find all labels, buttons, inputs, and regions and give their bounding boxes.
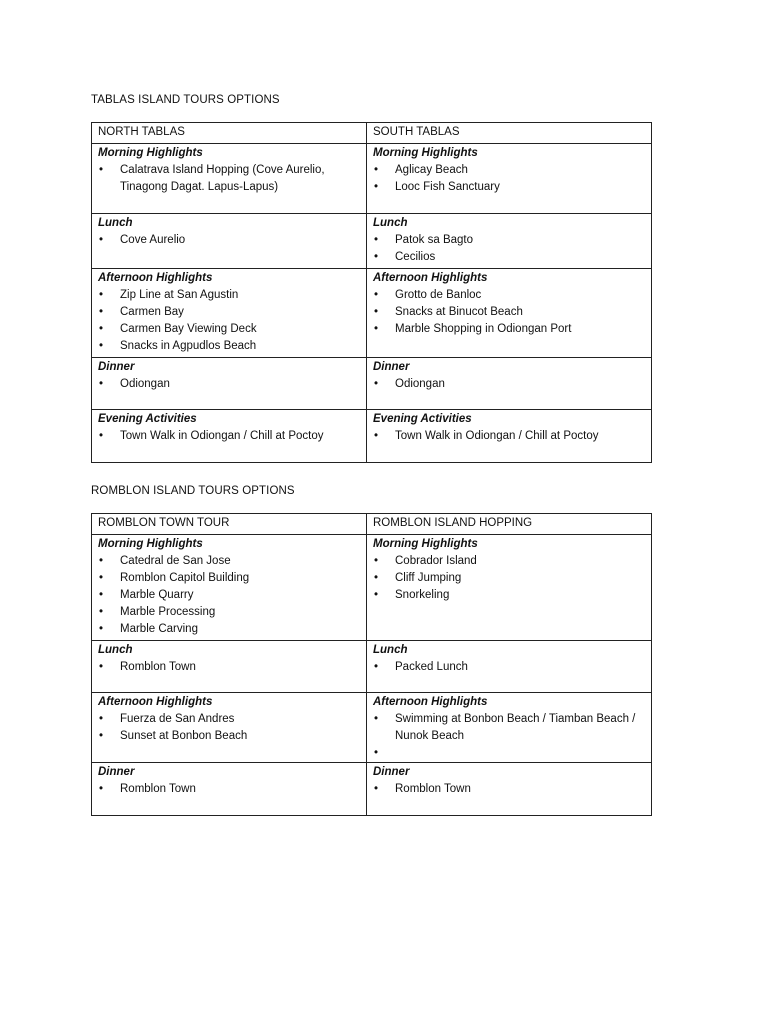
list-item [373,659,645,676]
bullet-icon: • [374,234,379,246]
bullet-icon: • [374,378,379,390]
list-item [98,659,360,676]
bullet-icon: • [99,713,104,725]
table-cell [92,214,367,269]
bullet-icon: • [99,555,104,567]
cell-label: Lunch [373,217,408,229]
list-item-text: Patok sa Bagto [395,234,473,246]
list-item [98,728,360,745]
list-item [98,162,360,196]
bullet-icon: • [99,572,104,584]
bullet-icon: • [374,747,379,759]
list-item-text: Packed Lunch [395,661,468,673]
bullet-list [98,659,360,676]
list-item-text: Catedral de San Jose [120,555,231,567]
list-item [373,179,645,196]
bullet-list [373,232,645,266]
table-cell [367,410,652,463]
bullet-icon: • [99,340,104,352]
list-item [373,781,645,798]
bullet-list [373,711,645,759]
bullet-icon: • [99,430,104,442]
list-item [373,304,645,321]
bullet-list [373,287,645,338]
cell-label: Morning Highlights [373,147,478,159]
bullet-icon: • [99,730,104,742]
table-row [92,214,652,269]
table-row [92,358,652,410]
cell-label: Dinner [98,766,135,778]
bullet-icon: • [374,589,379,601]
list-item-text: Romblon Town [120,783,196,795]
list-item [373,570,645,587]
list-item [373,587,645,604]
table-cell [92,641,367,693]
table-cell [367,358,652,410]
table-cell [92,535,367,641]
romblon-island-hopping-header: ROMBLON ISLAND HOPPING [367,514,652,535]
bullet-list [98,553,360,638]
list-item-text: Calatrava Island Hopping (Cove Aurelio, Tinagong Dagat. Lapus-Lapus) [120,164,325,193]
list-item [373,376,645,393]
bullet-list [98,711,360,745]
table-row [92,410,652,463]
romblon-section-title: ROMBLON ISLAND TOURS OPTIONS [91,485,295,497]
cell-label: Dinner [98,361,135,373]
bullet-icon: • [99,306,104,318]
bullet-icon: • [99,661,104,673]
romblon-town-tour-header: ROMBLON TOWN TOUR [92,514,367,535]
list-item-text: Grotto de Banloc [395,289,482,301]
list-item [98,781,360,798]
list-item [98,428,360,445]
list-item-text: Odiongan [395,378,445,390]
cell-label: Afternoon Highlights [98,696,213,708]
cell-label: Dinner [373,766,410,778]
table-cell [92,358,367,410]
list-item-text: Carmen Bay [120,306,184,318]
bullet-icon: • [374,289,379,301]
list-item [98,553,360,570]
bullet-list [373,659,645,676]
romblon-tours-table [91,513,652,816]
list-item [98,570,360,587]
bullet-icon: • [374,783,379,795]
list-item-text: Aglicay Beach [395,164,468,176]
bullet-icon: • [99,234,104,246]
bullet-icon: • [374,661,379,673]
list-item-text: Marble Processing [120,606,216,618]
cell-label: Dinner [373,361,410,373]
table-header-row [92,514,652,535]
list-item-text: Cobrador Island [395,555,477,567]
cell-label: Morning Highlights [98,538,203,550]
north-tablas-header: NORTH TABLAS [92,123,367,144]
list-item-text: Cove Aurelio [120,234,186,246]
list-item [373,287,645,304]
bullet-icon: • [99,606,104,618]
bullet-icon: • [374,164,379,176]
south-tablas-header: SOUTH TABLAS [367,123,652,144]
list-item [98,232,360,249]
table-row [92,641,652,693]
table-cell [367,214,652,269]
list-item-text: Snacks at Binucot Beach [395,306,523,318]
bullet-list [98,162,360,196]
list-item-text: Snacks in Agpudlos Beach [120,340,257,352]
table-cell [92,144,367,214]
tablas-section-title: TABLAS ISLAND TOURS OPTIONS [91,94,280,106]
bullet-list [373,376,645,393]
list-item [98,338,360,355]
list-item-text: Snorkeling [395,589,450,601]
list-item-text: Romblon Town [395,783,471,795]
table-cell [92,269,367,358]
bullet-icon: • [99,164,104,176]
table-cell [367,144,652,214]
cell-label: Afternoon Highlights [373,272,488,284]
bullet-icon: • [374,181,379,193]
cell-label: Afternoon Highlights [373,696,488,708]
bullet-icon: • [374,430,379,442]
list-item-text: Looc Fish Sanctuary [395,181,500,193]
list-item [98,604,360,621]
bullet-list [98,428,360,445]
table-row [92,269,652,358]
bullet-icon: • [374,306,379,318]
table-cell [367,641,652,693]
list-item [373,321,645,338]
list-item-text: Town Walk in Odiongan / Chill at Poctoy [120,430,324,442]
list-item-text: Cliff Jumping [395,572,462,584]
list-item [373,232,645,249]
table-header-row [92,123,652,144]
list-item-text: Marble Carving [120,623,198,635]
bullet-icon: • [374,555,379,567]
list-item-text: Fuerza de San Andres [120,713,235,725]
bullet-icon: • [99,323,104,335]
table-row [92,535,652,641]
list-item [98,321,360,338]
list-item-text: Zip Line at San Agustin [120,289,239,301]
tablas-tours-table [91,122,652,463]
list-item-text: Romblon Capitol Building [120,572,250,584]
bullet-icon: • [99,289,104,301]
bullet-list [98,287,360,355]
list-item [98,587,360,604]
bullet-icon: • [99,589,104,601]
list-item-text: Swimming at Bonbon Beach / Tiamban Beach / Nunok Beach [395,713,636,742]
table-cell [367,535,652,641]
bullet-icon: • [374,713,379,725]
list-item [373,249,645,266]
bullet-list [373,428,645,445]
list-item [98,304,360,321]
bullet-icon: • [99,623,104,635]
list-item-text: Sunset at Bonbon Beach [120,730,248,742]
list-item-text: Romblon Town [120,661,196,673]
list-item-text: Marble Quarry [120,589,194,601]
bullet-list [373,781,645,798]
table-cell [92,410,367,463]
list-item [373,162,645,179]
cell-label: Lunch [98,217,133,229]
cell-label: Evening Activities [98,413,197,425]
table-row [92,763,652,816]
bullet-list [98,376,360,393]
table-cell [92,763,367,816]
cell-label: Lunch [98,644,133,656]
list-item [98,711,360,728]
list-item [373,553,645,570]
list-item [373,711,645,745]
list-item [98,621,360,638]
cell-label: Lunch [373,644,408,656]
list-item-text: Carmen Bay Viewing Deck [120,323,257,335]
bullet-icon: • [99,378,104,390]
bullet-list [98,781,360,798]
cell-label: Evening Activities [373,413,472,425]
list-item-text: Odiongan [120,378,170,390]
bullet-list [373,553,645,604]
bullet-icon: • [374,572,379,584]
list-item-text: Cecilios [395,251,436,263]
table-cell [367,693,652,763]
table-cell [367,763,652,816]
list-item-text: Town Walk in Odiongan / Chill at Poctoy [395,430,599,442]
list-item [98,287,360,304]
cell-label: Afternoon Highlights [98,272,213,284]
table-row [92,144,652,214]
table-row [92,693,652,763]
bullet-list [98,232,360,249]
bullet-list [373,162,645,196]
table-cell [367,269,652,358]
bullet-icon: • [99,783,104,795]
list-item-text: Marble Shopping in Odiongan Port [395,323,572,335]
cell-label: Morning Highlights [373,538,478,550]
bullet-icon: • [374,323,379,335]
bullet-icon: • [374,251,379,263]
cell-label: Morning Highlights [98,147,203,159]
list-item [373,428,645,445]
list-item [98,376,360,393]
table-cell [92,693,367,763]
